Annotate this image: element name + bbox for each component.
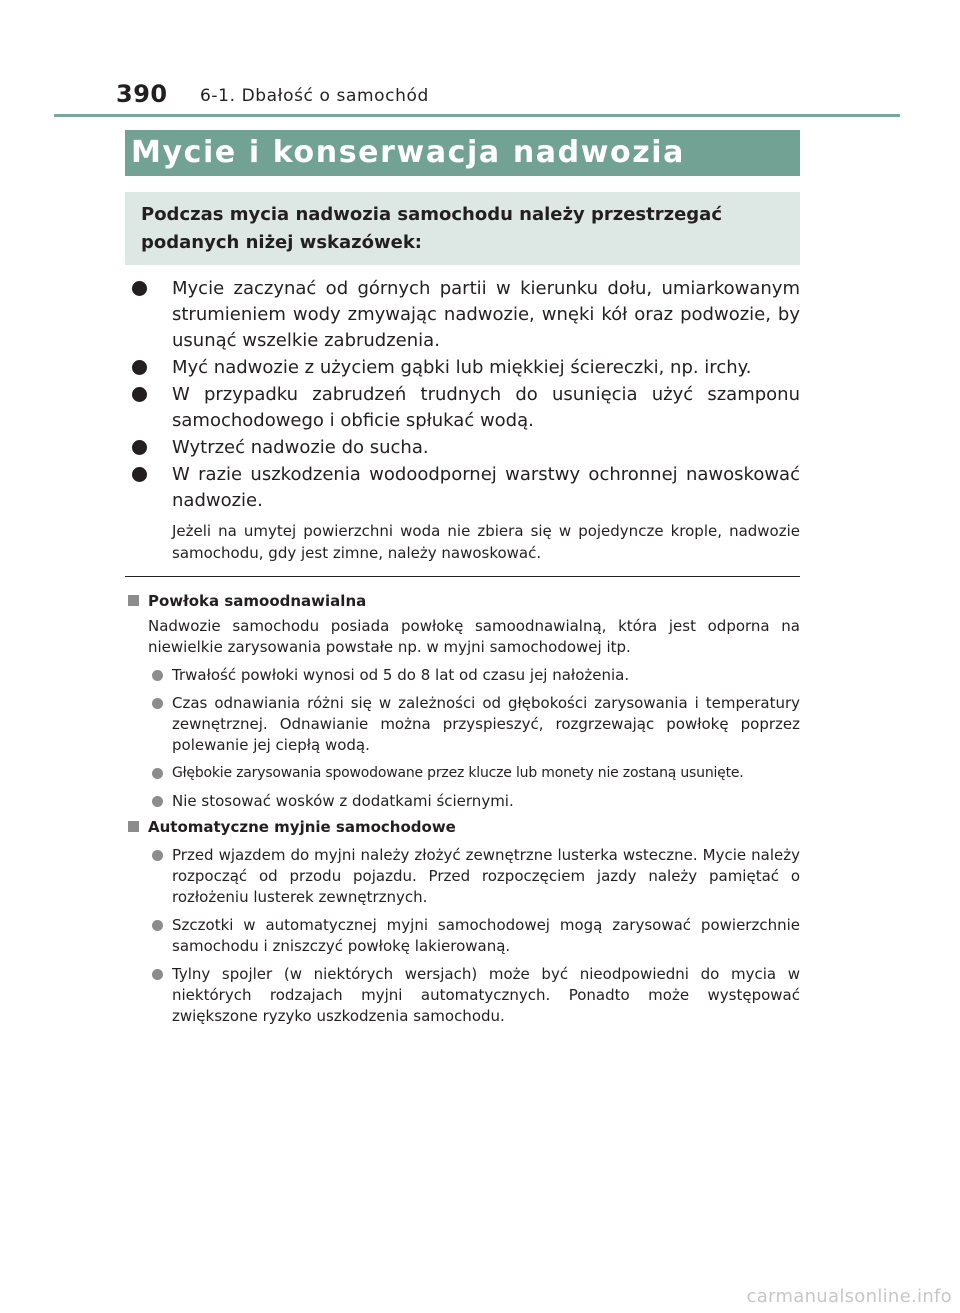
list-item — [128, 763, 800, 784]
section-divider — [125, 576, 800, 577]
bullet-icon — [152, 920, 163, 931]
intro-text: Podczas mycia nadwozia samochodu należy przestrzegać podanych niżej wskazówek: — [141, 204, 723, 253]
section-label: 6-1. Dbałość o samochód — [200, 86, 429, 106]
list-item — [132, 462, 800, 514]
list-item — [132, 382, 800, 434]
list-item-text: Mycie zaczynać od górnych partii w kierunku dołu, umiarkowanym strumieniem wody zmywając nadwozie, wnęki kół oraz podwozie, by usunąć wszelkie zabrudzenia. — [172, 278, 800, 351]
bullet-icon — [132, 387, 147, 402]
bullet-icon — [152, 768, 163, 779]
list-item-text: Myć nadwozie z użyciem gąbki lub miękkiej ściereczki, np. irchy. — [172, 357, 752, 378]
list-item — [132, 276, 800, 354]
bullet-icon — [132, 440, 147, 455]
header-rule — [54, 114, 900, 117]
list-item — [132, 355, 800, 381]
list-item — [128, 964, 800, 1027]
square-bullet-icon — [128, 821, 139, 832]
list-item-text: W razie uszkodzenia wodoodpornej warstwy ochronnej nawoskować nadwozie. — [172, 464, 800, 511]
bullet-icon — [152, 670, 163, 681]
watermark: carmanualsonline.info — [746, 1286, 952, 1307]
bullet-icon — [152, 850, 163, 861]
bullet-icon — [152, 698, 163, 709]
list-item — [128, 915, 800, 957]
list-item-text: W przypadku zabrudzeń trudnych do usunięcia użyć szamponu samochodowego i obficie spłukać wodą. — [172, 384, 800, 431]
page-number: 390 — [116, 80, 168, 108]
section-paragraph: Nadwozie samochodu posiada powłokę samoodnawialną, która jest odporna na niewielkie zarysowania powstałe np. w myjni samochodowej itp. — [148, 617, 800, 656]
list-item — [128, 845, 800, 908]
section-heading-text: Powłoka samoodnawialna — [148, 592, 367, 610]
bullet-icon — [132, 281, 147, 296]
page-header — [0, 0, 960, 120]
section-heading — [128, 590, 800, 612]
list-item — [128, 791, 800, 812]
page-title: Mycie i konserwacja nadwozia — [131, 135, 686, 170]
list-item-text: Czas odnawiania różni się w zależności od głębokości zarysowania i temperatury zewnętrznej. Odnawianie można przyspieszyć, rozgrzewając powłokę poprzez polewanie jej ciepłą wodą. — [172, 694, 800, 754]
square-bullet-icon — [128, 595, 139, 606]
list-item-text: Szczotki w automatycznej myjni samochodowej mogą zarysować powierzchnie samochodu i zniszczyć powłokę lakierowaną. — [172, 916, 800, 955]
list-item-text: Nie stosować wosków z dodatkami ściernymi. — [172, 792, 514, 810]
bullet-icon — [132, 360, 147, 375]
list-item-text: Przed wjazdem do myjni należy złożyć zewnętrzne lusterka wsteczne. Mycie należy rozpocząć od przodu pojazdu. Przed rozpoczęciem jazdy należy pamiętać o rozłożeniu lusterek zewnętrznych. — [172, 846, 800, 906]
list-item — [132, 435, 800, 461]
list-item-text: Wytrzeć nadwozie do sucha. — [172, 437, 429, 458]
bullet-icon — [152, 969, 163, 980]
section-heading — [128, 816, 800, 838]
section-self-healing-coat — [128, 590, 800, 812]
bullet-icon — [132, 467, 147, 482]
section-heading-text: Automatyczne myjnie samochodowe — [148, 818, 456, 836]
list-item — [128, 665, 800, 686]
list-item — [128, 693, 800, 756]
main-list — [132, 276, 800, 515]
list-item-text: Tylny spojler (w niektórych wersjach) może być nieodpowiedni do mycia w niektórych rodzajach myjni automatycznych. Ponadto może występować zwiększone ryzyko uszkodzenia samochodu. — [172, 965, 800, 1025]
section-car-wash — [128, 816, 800, 1027]
list-item-text: Trwałość powłoki wynosi od 5 do 8 lat od czasu jej nałożenia. — [172, 666, 630, 684]
bullet-icon — [152, 796, 163, 807]
list-item-text: Głębokie zarysowania spowodowane przez klucze lub monety nie zostaną usunięte. — [172, 765, 744, 781]
note-text: Jeżeli na umytej powierzchni woda nie zbiera się w pojedyncze krople, nadwozie samochodu, gdy jest zimne, należy nawoskować. — [172, 522, 800, 562]
